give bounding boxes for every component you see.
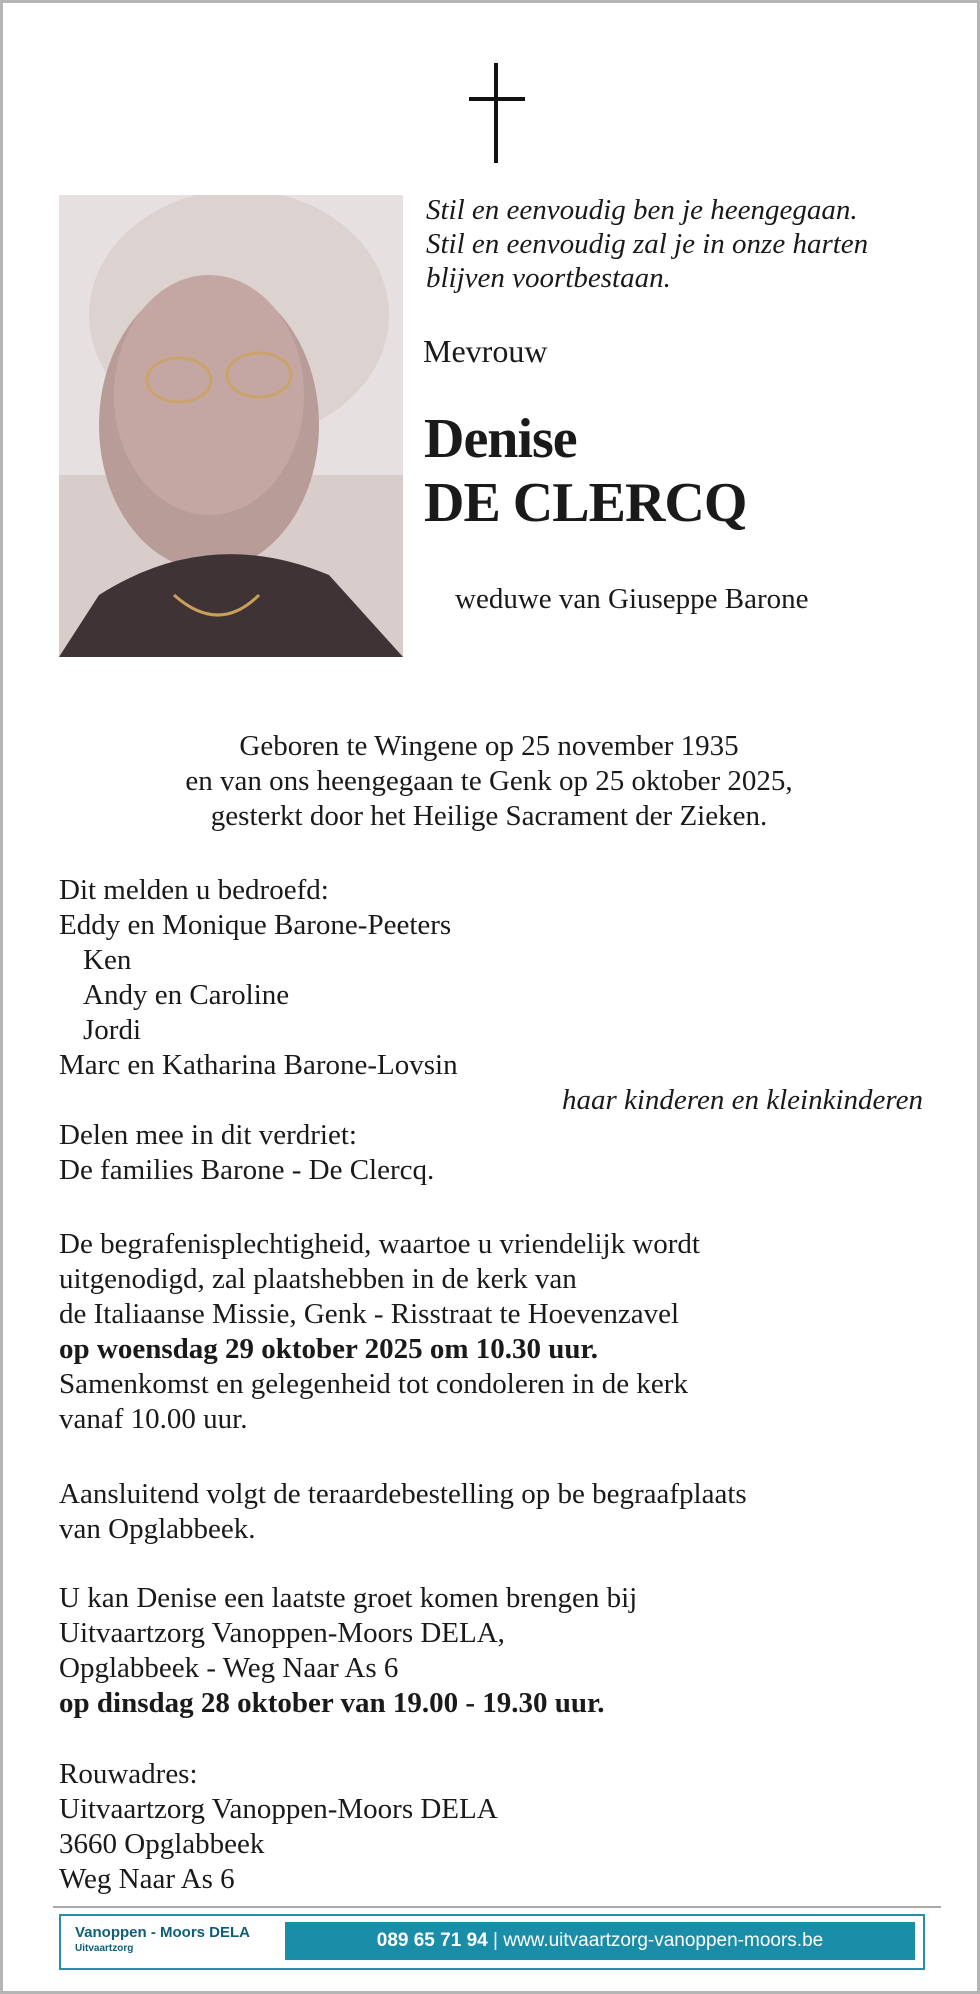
info-line: gesterkt door het Heilige Sacrament der Zieken.: [210, 800, 768, 832]
share-intro: Delen mee in dit verdriet:: [59, 1119, 357, 1151]
address-section: [59, 1757, 939, 1897]
info-line: en van ons heengegaan te Genk op 25 oktober 2025,: [185, 765, 793, 797]
grandchild: Jordi: [83, 1014, 141, 1046]
contact-bar: [285, 1922, 915, 1960]
burial-line: van Opglabbeek.: [59, 1513, 256, 1545]
last-name: DE CLERCQ: [424, 472, 747, 534]
ceremony-section: [59, 1227, 939, 1437]
visit-line: U kan Denise een laatste groet komen brengen bij: [59, 1582, 638, 1614]
ceremony-line: De begrafenisplechtigheid, waartoe u vriendelijk wordt: [59, 1228, 700, 1260]
deceased-name: [424, 407, 746, 535]
burial-line: Aansluitend volgt de teraardebestelling op be begraafplaats: [59, 1478, 747, 1510]
address-line: Weg Naar As 6: [59, 1863, 235, 1895]
birth-death-info: [59, 729, 919, 834]
address-line: 3660 Opglabbeek: [59, 1828, 265, 1860]
funeral-home-footer: [59, 1914, 925, 1970]
visit-date: op dinsdag 28 oktober van 19.00 - 19.30 uur.: [59, 1687, 605, 1719]
family-relation: haar kinderen en kleinkinderen: [561, 1084, 923, 1116]
first-name: Denise: [424, 408, 577, 470]
separator: |: [487, 1930, 504, 1951]
footer-divider: [53, 1906, 941, 1908]
visit-section: [59, 1581, 939, 1721]
ceremony-line: Samenkomst en gelegenheid tot condoleren in de kerk: [59, 1368, 688, 1400]
brand-name: Vanoppen - Moors DELA: [75, 1924, 251, 1941]
widow-of: weduwe van Giuseppe Barone: [455, 583, 809, 615]
cross-icon: [469, 63, 525, 163]
burial-section: [59, 1477, 939, 1547]
ceremony-line: de Italiaanse Missie, Genk - Risstraat te Hoevenzavel: [59, 1298, 680, 1330]
funeral-home-logo: [75, 1924, 250, 1954]
phone-link[interactable]: 089 65 71 94: [376, 1930, 488, 1951]
visit-line: Uitvaartzorg Vanoppen-Moors DELA,: [59, 1617, 505, 1649]
grandchild: Ken: [83, 944, 132, 976]
info-line: Geboren te Wingene op 25 november 1935: [239, 730, 739, 762]
salutation: Mevrouw: [423, 333, 548, 369]
grandchild: Andy en Caroline: [83, 979, 290, 1011]
poem: [426, 193, 946, 295]
poem-line: Stil en eenvoudig ben je heengegaan.: [426, 194, 858, 226]
ceremony-line: vanaf 10.00 uur.: [59, 1403, 248, 1435]
visit-line: Opglabbeek - Weg Naar As 6: [59, 1652, 399, 1684]
brand-sub: Uitvaartzorg: [75, 1943, 134, 1954]
family-line: Marc en Katharina Barone-Lovsin: [59, 1049, 458, 1081]
ceremony-line: uitgenodigd, zal plaatshebben in de kerk van: [59, 1263, 577, 1295]
poem-line: blijven voortbestaan.: [426, 262, 671, 294]
poem-line: Stil en eenvoudig zal je in onze harten: [426, 228, 869, 260]
address-label: Rouwadres:: [59, 1758, 198, 1790]
address-line: Uitvaartzorg Vanoppen-Moors DELA: [59, 1793, 498, 1825]
family-intro: Dit melden u bedroefd:: [59, 874, 329, 906]
portrait-photo: [59, 195, 403, 657]
family-line: Eddy en Monique Barone-Peeters: [59, 909, 452, 941]
families: De families Barone - De Clercq.: [59, 1154, 435, 1186]
family-section: [59, 873, 939, 1188]
ceremony-date: op woensdag 29 oktober 2025 om 10.30 uur.: [59, 1333, 598, 1365]
website-link[interactable]: www.uitvaartzorg-vanoppen-moors.be: [503, 1930, 824, 1951]
